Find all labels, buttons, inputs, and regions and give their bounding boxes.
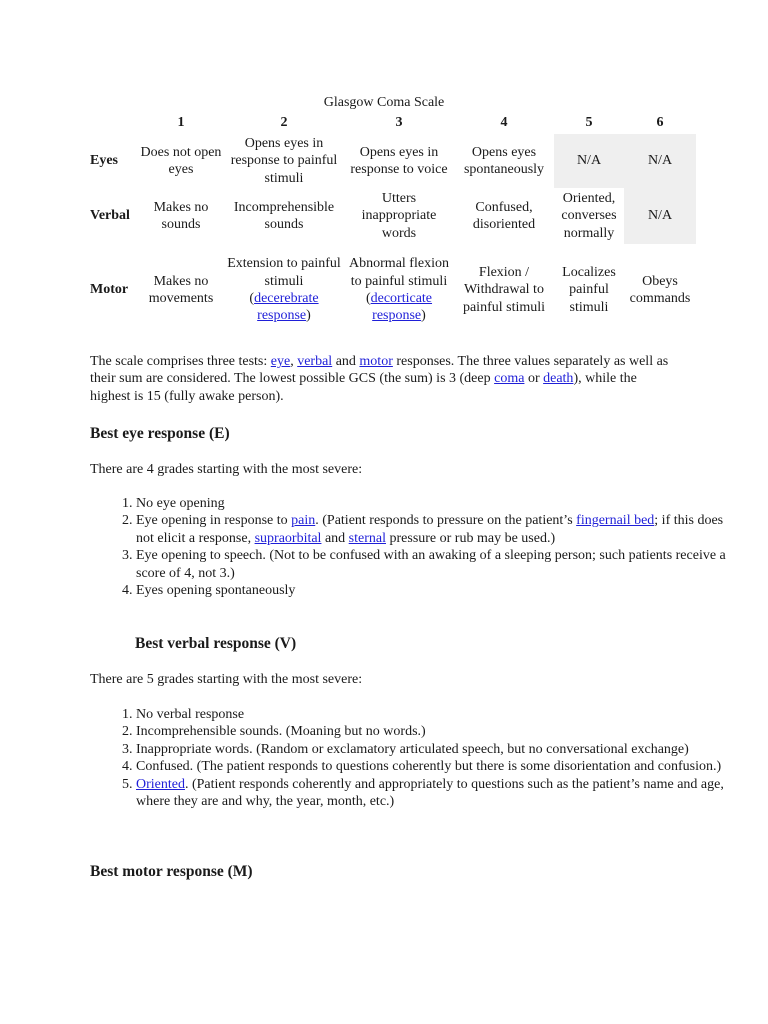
table-cell: Abnormal flexion to painful stimuli (decorticate response) (349, 256, 449, 324)
table-row-motor (86, 244, 696, 336)
column-header: 4 (500, 115, 508, 131)
verbal-response-heading: Best verbal response (V) (135, 635, 297, 652)
verbal-grades-list (90, 706, 726, 810)
death-link[interactable]: death (543, 371, 574, 387)
verbal-grades-lead: There are 5 grades starting with the most severe: (90, 672, 363, 687)
oriented-link[interactable]: Oriented (136, 776, 185, 792)
table-cell: Extension to painful stimuli (decerebrate response) (227, 256, 341, 324)
list-item: 3. Inappropriate words. (Random or exclamatory articulated speech, but no conversational exchange) (136, 741, 726, 758)
table-cell: Obeys commands (629, 273, 691, 306)
column-header: 6 (656, 115, 664, 131)
table-cell: Does not open eyes (140, 144, 222, 177)
table-cell: Makes no movements (148, 273, 214, 306)
verbal-link[interactable]: verbal (297, 354, 333, 369)
eye-link[interactable]: eye (270, 354, 291, 369)
table-cell: Utters inappropriate words (361, 190, 437, 241)
table-cell: Opens eyes in response to voice (350, 144, 448, 177)
corner-cell (86, 112, 138, 134)
text: and (321, 530, 349, 546)
table-header-row (86, 112, 696, 134)
decerebrate-response-link[interactable]: decerebrate response (254, 291, 319, 324)
list-item: 1. No eye opening (136, 495, 726, 512)
text: . (Patient responds to pressure on the patient’s (315, 513, 577, 529)
supraorbital-link[interactable]: supraorbital (254, 530, 322, 546)
text: , (290, 354, 298, 369)
table-cell: Makes no sounds (153, 199, 209, 232)
text: Eye opening in response to (136, 513, 292, 529)
eye-grades-lead: There are 4 grades starting with the most severe: (90, 462, 363, 477)
decorticate-response-link[interactable]: decorticate response (370, 291, 433, 324)
list-item: 4. Eyes opening spontaneously (136, 582, 726, 599)
table-cell: Confused, disoriented (472, 199, 536, 232)
table-cell: Localizes painful stimuli (562, 264, 616, 315)
cell-text: Extension to painful stimuli (227, 256, 341, 289)
table-cell: Flexion / Withdrawal to painful stimuli (462, 264, 546, 315)
column-header: 5 (585, 115, 593, 131)
text: responses. The three values separately as well as their sum are considered. The lowest possible GCS (the sum) is 3 (deep (90, 354, 669, 387)
coma-link[interactable]: coma (494, 371, 525, 387)
motor-response-heading: Best motor response (M) (90, 863, 253, 880)
eye-grades-list (90, 495, 726, 599)
column-header: 1 (177, 115, 185, 131)
eye-response-heading: Best eye response (E) (90, 425, 230, 442)
sternal-link[interactable]: sternal (348, 530, 386, 546)
fingernail-bed-link[interactable]: fingernail bed (576, 513, 655, 529)
column-header: 3 (395, 115, 403, 131)
list-item: 2. Incomprehensible sounds. (Moaning but no words.) (136, 723, 726, 740)
list-item: 1. No verbal response (136, 706, 726, 723)
list-item: 3. Eye opening to speech. (Not to be confused with an awaking of a sleeping person; such patients receive a score of 4, not 3.) (136, 547, 726, 582)
table-cell: Oriented, converses normally (561, 190, 617, 241)
table-row-eyes (86, 134, 696, 188)
table-cell: N/A (624, 188, 696, 244)
table-cell: Incomprehensible sounds (233, 199, 335, 232)
column-header: 2 (280, 115, 288, 131)
text: pressure or rub may be used.) (386, 530, 556, 546)
text: ; if this does not elicit a response, (136, 513, 724, 546)
table-cell: N/A (624, 134, 696, 188)
pain-link[interactable]: pain (291, 513, 316, 529)
list-item: 4. Confused. (The patient responds to questions coherently but there is some disorientation and confusion.) (136, 758, 726, 775)
row-header: Eyes (90, 153, 118, 169)
text: The scale comprises three tests: (90, 354, 271, 369)
list-item (136, 776, 726, 811)
list-item (136, 512, 726, 547)
cell-text: Abnormal flexion to painful stimuli (349, 256, 449, 289)
glasgow-coma-scale-table (86, 112, 696, 336)
motor-link[interactable]: motor (359, 354, 393, 369)
row-header: Verbal (90, 208, 130, 224)
table-cell: N/A (554, 134, 624, 188)
text: and (332, 354, 360, 369)
table-caption: Glasgow Coma Scale (323, 95, 445, 110)
intro-paragraph (90, 353, 680, 405)
table-cell: Opens eyes in response to painful stimuli (230, 135, 338, 186)
text: . (Patient responds coherently and appropriately to questions such as the patient’s name and age, where they are and why, the year, month, etc.) (136, 776, 724, 810)
table-cell: Opens eyes spontaneously (463, 144, 545, 177)
text: or (524, 371, 544, 387)
row-header: Motor (90, 282, 129, 298)
table-row-verbal (86, 188, 696, 244)
text: ), while the highest is 15 (fully awake person). (90, 371, 637, 404)
